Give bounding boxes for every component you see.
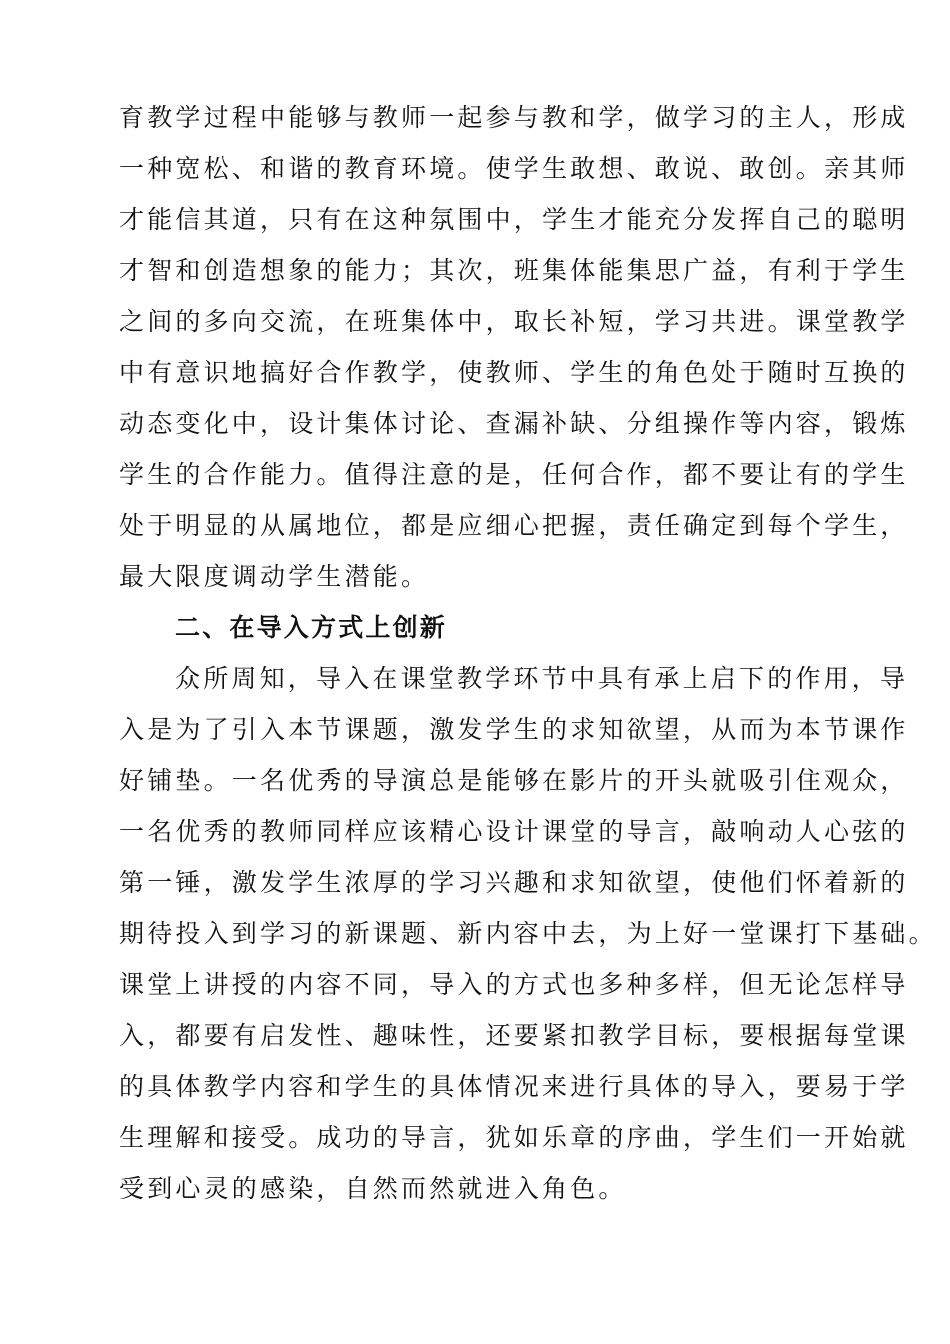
paragraph-2 — [119, 653, 937, 1214]
paragraph-1 — [119, 92, 909, 602]
paragraph-line: 入，都要有启发性、趣味性，还要紧扣教学目标，要根据每堂课 — [119, 1021, 909, 1050]
paragraph-line: 处于明显的从属地位，都是应细心把握，责任确定到每个学生， — [119, 511, 909, 540]
paragraph-line: 之间的多向交流，在班集体中，取长补短，学习共进。课堂教学 — [119, 307, 909, 336]
paragraph-line: 才智和创造想象的能力；其次，班集体能集思广益，有利于学生 — [119, 256, 909, 285]
document-body — [119, 92, 937, 1214]
paragraph-line: 学生的合作能力。值得注意的是，任何合作，都不要让有的学生 — [119, 460, 909, 489]
paragraph-line: 第一锤，激发学生浓厚的学习兴趣和求知欲望，使他们怀着新的 — [119, 868, 909, 897]
paragraph-line: 一名优秀的教师同样应该精心设计课堂的导言，敲响动人心弦的 — [119, 817, 909, 846]
paragraph-line: 生理解和接受。成功的导言，犹如乐章的序曲，学生们一开始就 — [119, 1123, 909, 1152]
paragraph-line: 最大限度调动学生潜能。 — [119, 562, 430, 591]
section-heading: 二、在导入方式上创新 — [175, 613, 448, 642]
paragraph-line: 的具体教学内容和学生的具体情况来进行具体的导入，要易于学 — [119, 1072, 909, 1101]
paragraph-line: 众所周知，导入在课堂教学环节中具有承上启下的作用，导 — [175, 664, 909, 693]
paragraph-line: 动态变化中，设计集体讨论、查漏补缺、分组操作等内容，锻炼 — [119, 409, 909, 438]
paragraph-line: 课堂上讲授的内容不同，导入的方式也多种多样，但无论怎样导 — [119, 970, 909, 999]
paragraph-line: 入是为了引入本节课题，激发学生的求知欲望，从而为本节课作 — [119, 715, 909, 744]
paragraph-line: 期待投入到学习的新课题、新内容中去，为上好一堂课打下基础。 — [119, 919, 937, 948]
paragraph-line: 中有意识地搞好合作教学，使教师、学生的角色处于随时互换的 — [119, 358, 909, 387]
paragraph-line: 受到心灵的感染，自然而然就进入角色。 — [119, 1174, 627, 1203]
paragraph-line: 才能信其道，只有在这种氛围中，学生才能充分发挥自己的聪明 — [119, 205, 909, 234]
paragraph-line: 好铺垫。一名优秀的导演总是能够在影片的开头就吸引住观众， — [119, 766, 909, 795]
paragraph-line: 育教学过程中能够与教师一起参与教和学，做学习的主人，形成 — [119, 103, 909, 132]
paragraph-line: 一种宽松、和谐的教育环境。使学生敢想、敢说、敢创。亲其师 — [119, 154, 909, 183]
